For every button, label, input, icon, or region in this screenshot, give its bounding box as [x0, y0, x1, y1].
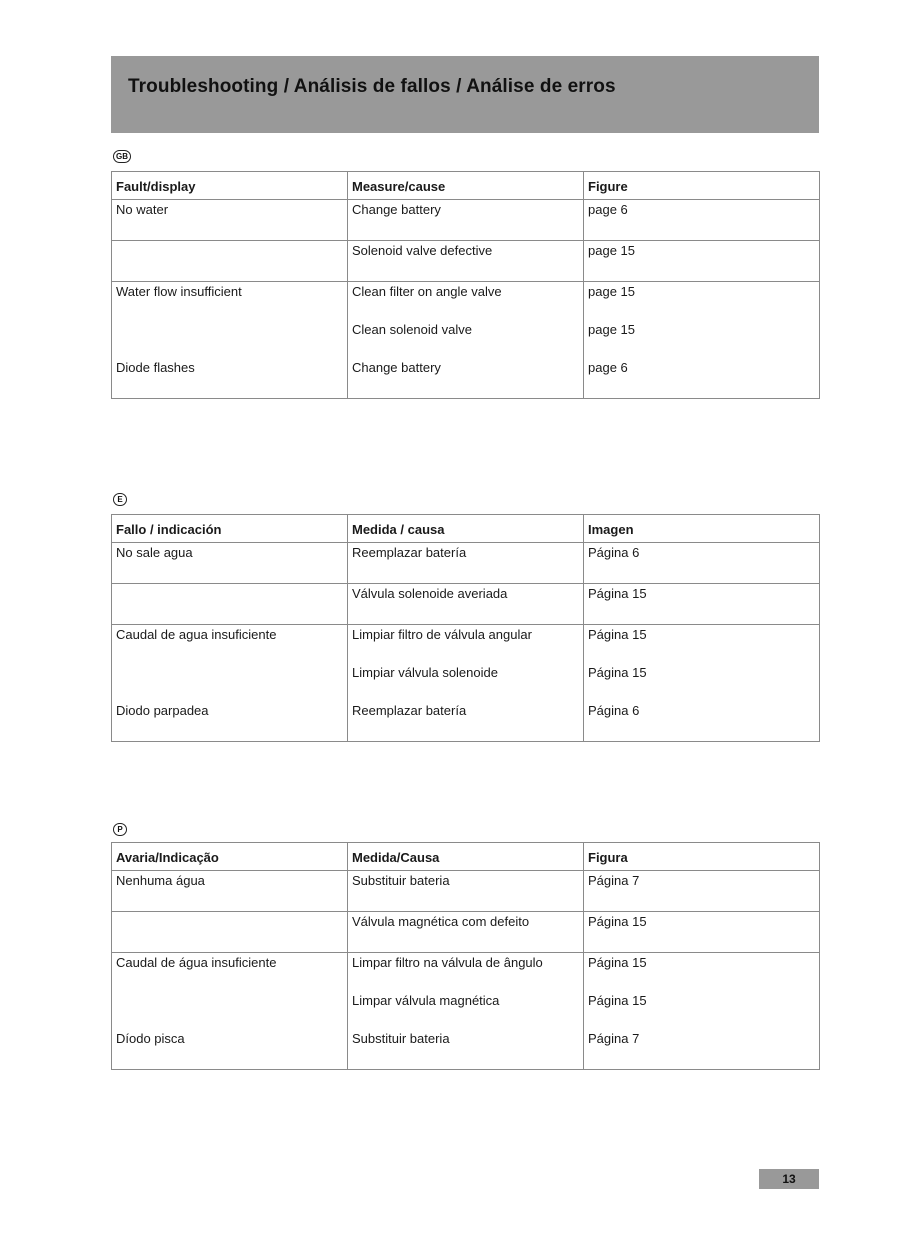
- table-cell: [112, 543, 348, 584]
- cell-line: Limpar válvula magnética: [352, 993, 500, 1008]
- troubleshooting-table-e: [111, 514, 820, 742]
- column-header: Medida/Causa: [348, 843, 584, 871]
- cell-line: Solenoid valve defective: [352, 243, 493, 258]
- table-row: [112, 584, 820, 625]
- table-row: [112, 953, 820, 1070]
- table-header-row: [112, 843, 820, 871]
- cell-line: No sale agua: [116, 545, 193, 560]
- table-row: [112, 282, 820, 399]
- table-cell: [348, 282, 584, 399]
- column-header: Medida / causa: [348, 515, 584, 543]
- cell-line: Clean filter on angle valve: [352, 284, 502, 299]
- cell-line: Página 7: [588, 1031, 640, 1046]
- table-cell: [348, 543, 584, 584]
- cell-line: [116, 322, 343, 360]
- cell-line: Diodo parpadea: [116, 703, 209, 718]
- table-cell: [584, 200, 820, 241]
- table-cell: [112, 200, 348, 241]
- table-cell: [348, 953, 584, 1070]
- column-header: Figura: [584, 843, 820, 871]
- language-badge-gb: GB: [113, 150, 131, 163]
- cell-line: Díodo pisca: [116, 1031, 185, 1046]
- language-badge-p: P: [113, 823, 127, 836]
- table-cell: [112, 953, 348, 1070]
- cell-line: [116, 586, 343, 624]
- table-header-row: [112, 515, 820, 543]
- header-band: [111, 56, 819, 133]
- table-row: [112, 625, 820, 742]
- cell-line: Página 7: [588, 873, 640, 888]
- cell-line: Reemplazar batería: [352, 703, 467, 718]
- table-cell: [584, 584, 820, 625]
- cell-line: Página 15: [588, 627, 647, 642]
- cell-line: Limpiar válvula solenoide: [352, 665, 498, 680]
- cell-line: [116, 993, 343, 1031]
- cell-line: Página 15: [588, 955, 647, 970]
- table-cell: [112, 625, 348, 742]
- table-cell: [584, 543, 820, 584]
- table-cell: [584, 871, 820, 912]
- column-header: Figure: [584, 172, 820, 200]
- language-badge-e: E: [113, 493, 127, 506]
- cell-line: Nenhuma água: [116, 873, 205, 888]
- cell-line: No water: [116, 202, 169, 217]
- table-cell: [584, 625, 820, 742]
- cell-line: Substituir bateria: [352, 873, 450, 888]
- cell-line: Water flow insufficient: [116, 284, 242, 299]
- table-row: [112, 912, 820, 953]
- table-row: [112, 543, 820, 584]
- table-header-row: [112, 172, 820, 200]
- cell-line: page 6: [588, 360, 628, 375]
- table-cell: [112, 912, 348, 953]
- table-cell: [584, 953, 820, 1070]
- cell-line: Change battery: [352, 202, 441, 217]
- table-cell: [584, 241, 820, 282]
- table-row: [112, 871, 820, 912]
- cell-line: Limpiar filtro de válvula angular: [352, 627, 532, 642]
- cell-line: Página 6: [588, 703, 640, 718]
- cell-line: page 15: [588, 322, 635, 337]
- troubleshooting-table-gb: [111, 171, 820, 399]
- table-row: [112, 241, 820, 282]
- cell-line: [116, 914, 343, 952]
- cell-line: Caudal de agua insuficiente: [116, 627, 277, 642]
- cell-line: Página 15: [588, 586, 647, 601]
- column-header: Imagen: [584, 515, 820, 543]
- cell-line: [116, 243, 343, 281]
- cell-line: Diode flashes: [116, 360, 195, 375]
- cell-line: [116, 665, 343, 703]
- cell-line: page 15: [588, 243, 635, 258]
- table-row: [112, 200, 820, 241]
- cell-line: Válvula solenoide averiada: [352, 586, 508, 601]
- cell-line: page 15: [588, 284, 635, 299]
- cell-line: Clean solenoid valve: [352, 322, 472, 337]
- cell-line: Substituir bateria: [352, 1031, 450, 1046]
- column-header: Fault/display: [112, 172, 348, 200]
- page-title: Troubleshooting / Análisis de fallos / Análise de erros: [128, 76, 616, 97]
- column-header: Measure/cause: [348, 172, 584, 200]
- table-cell: [112, 241, 348, 282]
- table-cell: [348, 912, 584, 953]
- table-cell: [348, 200, 584, 241]
- cell-line: Limpar filtro na válvula de ângulo: [352, 955, 543, 970]
- column-header: Avaria/Indicação: [112, 843, 348, 871]
- table-cell: [112, 871, 348, 912]
- cell-line: Caudal de água insuficiente: [116, 955, 277, 970]
- table-cell: [348, 625, 584, 742]
- table-cell: [584, 912, 820, 953]
- cell-line: Página 15: [588, 993, 647, 1008]
- table-cell: [112, 584, 348, 625]
- cell-line: Change battery: [352, 360, 441, 375]
- cell-line: Página 15: [588, 665, 647, 680]
- column-header: Fallo / indicación: [112, 515, 348, 543]
- cell-line: Reemplazar batería: [352, 545, 467, 560]
- page-number: 13: [759, 1169, 819, 1189]
- table-cell: [348, 584, 584, 625]
- cell-line: Válvula magnética com defeito: [352, 914, 530, 929]
- cell-line: Página 15: [588, 914, 647, 929]
- cell-line: page 6: [588, 202, 628, 217]
- table-cell: [348, 871, 584, 912]
- troubleshooting-table-p: [111, 842, 820, 1070]
- cell-line: Página 6: [588, 545, 640, 560]
- table-cell: [584, 282, 820, 399]
- table-cell: [348, 241, 584, 282]
- table-cell: [112, 282, 348, 399]
